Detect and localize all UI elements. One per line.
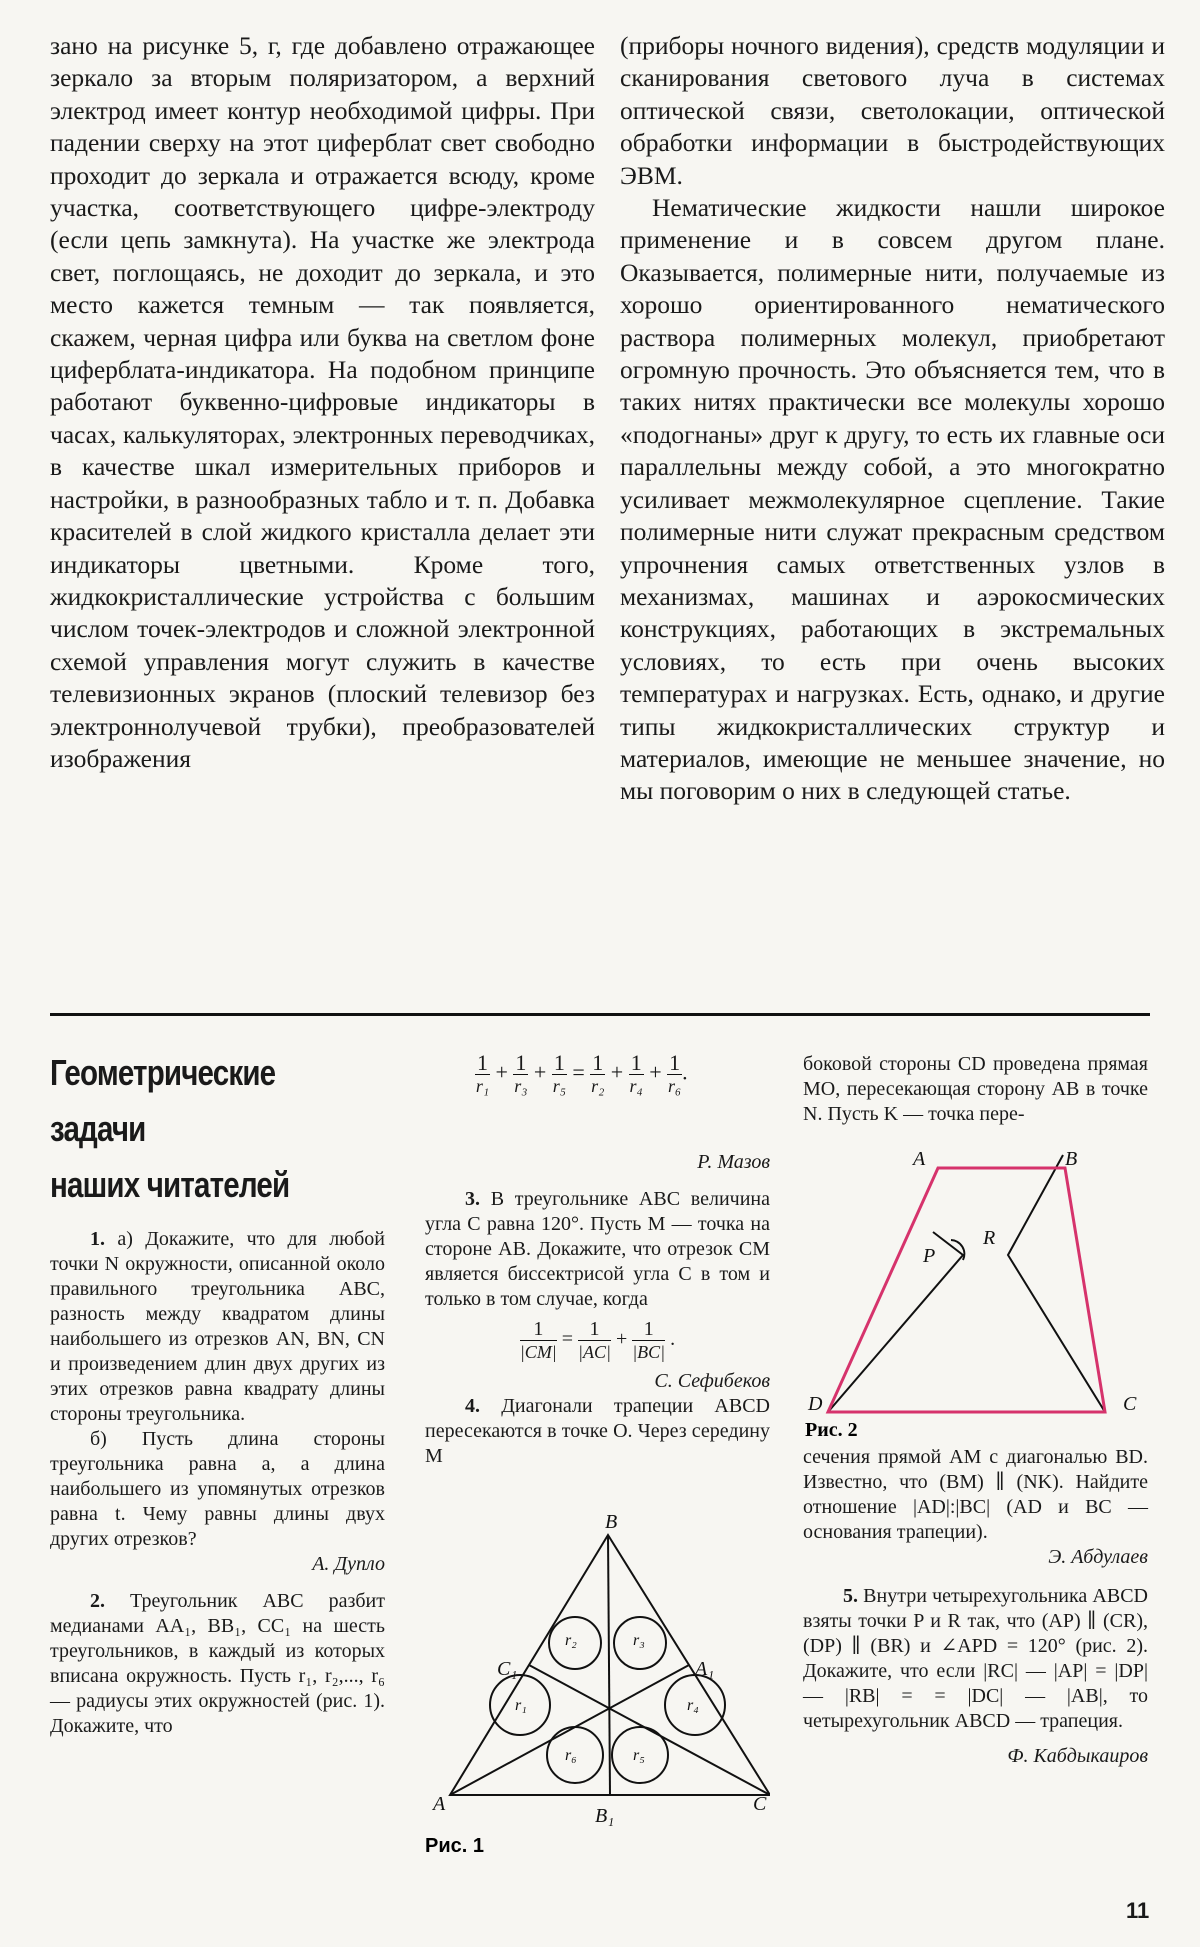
problem-number: 1. xyxy=(90,1228,105,1250)
problem-number: 3. xyxy=(465,1188,480,1210)
vertex-label: B₁ xyxy=(595,1805,615,1827)
radius-label: r₄ xyxy=(687,1697,699,1714)
problem-text: боковой стороны CD проведена прямая MO, пересекающая сторону AB в точке N. Пусть K — точка пере- xyxy=(803,1053,1148,1125)
point-label: P xyxy=(923,1245,936,1267)
problem-1 xyxy=(50,1227,385,1427)
radius-label: r₆ xyxy=(565,1747,577,1764)
vertex-label: C xyxy=(753,1793,767,1815)
article-paragraph: зано на рисунке 5, г, где добавлено отражающее зеркало за вторым поляризатором, а верхний электрод имеет контур необходимой цифры. При падении сверху на этот циферблат свет свободно проходит до зеркала и отражается всюду, кроме участка, соответствующего цифре-электроду (если цепь замкнута). На участке же электрода свет, поглощаясь, не доходит до зеркала, и это место кажется темным — так появляется, скажем, черная цифра или буква на светлом фоне циферблата-индикатора. На подобном принципе работают буквенно-цифровые индикаторы в часах, калькуляторах, электронных переводчиках, в качестве шкал измерительных приборов и настройки, в разнообразных табло и т. п. Добавка красителей в слой жидкого кристалла делает эти индикаторы цветными. Кроме того, жидкокристаллические устройства с большим числом точек-электродов и сложной электронной схемой управления могут служить в качестве телевизионных экранов (плоский телевизор без электроннолучевой трубки), преобразователей изображения xyxy=(50,31,595,773)
radius-label: r₁ xyxy=(515,1697,527,1714)
vertex-label: C₁ xyxy=(497,1658,518,1680)
radius-label: r₅ xyxy=(633,1747,645,1764)
problem-number: 5. xyxy=(843,1585,858,1607)
figure-caption: Рис. 2 xyxy=(805,1419,858,1440)
vertex-label: B xyxy=(1065,1150,1078,1170)
article-left-column xyxy=(50,30,595,775)
formula-term: r₂ xyxy=(591,1076,605,1096)
figure-1 xyxy=(425,1510,770,1870)
problem-number: 4. xyxy=(465,1395,480,1417)
problem-text: Треугольник ABC разбит медианами AA₁, BB₁, CC₁ на шесть треугольников, в каждый из которых вписана окружность. Пусть r₁, r₂,..., r₆ — радиусы этих окружностей (рис. 1). Докажите, что xyxy=(50,1590,385,1737)
problem-author: А. Дупло xyxy=(312,1553,385,1575)
problem-text: В треугольнике ABC величина угла C равна 120°. Пусть M — точка на стороне AB. Докажите, что отрезок CM является биссектрисой угла C в том и только в том случае, когда xyxy=(425,1188,771,1310)
problem-author: Ф. Кабдыкаиров xyxy=(1007,1745,1148,1767)
problem-author: Э. Абдулаев xyxy=(1048,1546,1148,1568)
problems-column-3 xyxy=(803,1052,1148,1127)
problems-column-3-continued xyxy=(803,1445,1148,1769)
figure-2 xyxy=(803,1150,1148,1440)
problem-number: 2. xyxy=(90,1590,105,1612)
problem-4 xyxy=(425,1394,770,1469)
problems-column-1 xyxy=(50,1227,385,1739)
problem-5 xyxy=(803,1584,1148,1734)
formula-term: r₅ xyxy=(552,1076,566,1096)
vertex-label: B xyxy=(605,1511,618,1533)
problem-author: Р. Мазов xyxy=(697,1151,770,1173)
vertex-label: D xyxy=(808,1393,823,1415)
formula-term: r₃ xyxy=(514,1076,528,1096)
problem-text: Внутри четырехугольника ABCD взяты точки P и R так, что (AP) ∥ (CR), (DP) ∥ (BR) и ∠APD = 120° (рис. 2). Докажите, что если |RC| — |AP| = |DP| — |RB| = = |DC| — |AB|, то четырехугольник ABCD — трапеция. xyxy=(803,1585,1148,1732)
problems-column-2 xyxy=(425,1150,770,1469)
section-title xyxy=(50,1045,329,1213)
formula-term: r₆ xyxy=(667,1076,682,1096)
formula-term: r₄ xyxy=(629,1076,643,1096)
vertex-label: A₁ xyxy=(695,1658,715,1680)
problem-3-formula: $\frac{1}{|CM|}$ = $\frac{1}{|AC|}$ + $\frac{1}{|BC|}$ . xyxy=(519,1318,676,1362)
problem-text: б) Пусть длина стороны треугольника равна a, а длина наибольшего из упомянутых отрезков равна t. Чему равны длины двух других отрезков? xyxy=(50,1428,385,1550)
problem-author: С. Сефибеков xyxy=(654,1370,770,1392)
formula-term: r₁ xyxy=(475,1076,490,1096)
figure-caption: Рис. 1 xyxy=(425,1835,484,1857)
vertex-label: C xyxy=(1123,1393,1137,1415)
problem-text: сечения прямой AM с диагональю BD. Известно, что (BM) ∥ (NK). Найдите отношение |AD|:|BC| (AD и BC — основания трапеции). xyxy=(803,1446,1148,1543)
article-paragraph: (приборы ночного видения), средств модуляции и сканирования светового луча в системах оптической связи, светолокации, оптической обработки информации в быстродействующих ЭВМ. xyxy=(620,31,1165,190)
point-label: R xyxy=(983,1227,996,1249)
vertex-label: A xyxy=(433,1793,446,1815)
article-paragraph: Нематические жидкости нашли широкое применение и в совсем другом плане. Оказывается, полимерные нити, получаемые из хорошо ориентированного нематического раствора полимерных молекул, приобретают огромную прочность. Это объясняется тем, что в таких нитях практически все молекулы хорошо «подогнаны» друг к другу, то есть их главные оси параллельны между собой, а это многократно усиливает межмолекулярное сцепление. Такие полимерные нити служат прекрасным средством упрочнения самых ответственных узлов в механизмах, машинах и аэрокосмических конструкциях, работающих в экстремальных условиях, то есть при очень высоких температурах и нагрузках. Есть, однако, и другие типы жидкокристаллических структур и материалов, имеющие не меньшее значение, но мы поговорим о них в следующей статье. xyxy=(620,193,1165,806)
vertex-label: A xyxy=(913,1150,926,1170)
problem-text: Диагонали трапеции ABCD пересекаются в точке O. Через середину M xyxy=(425,1395,770,1467)
problem-2-formula: $\frac{1}{\text{r₁}}$ + $\frac{1}{\text{r₃}}$ + $\frac{1}{\text{r₅}}$ = $\frac{1}{\text{r₂}}$ + $\frac{1}{\text{r₄}}$ + $\frac{1}{\text{r₆}}$ . xyxy=(475,1050,688,1096)
problem-text: а) Докажите, что для любой точки N окружности, описанной около правильного треугольника ABC, разность между квадратом длины наибольшего из отрезков AN, BN, CN и произведением длин двух других из этих отрезков равна квадрату длины стороны треугольника. xyxy=(50,1228,385,1425)
problem-2 xyxy=(50,1589,385,1739)
page-number: 11 xyxy=(1126,1898,1150,1923)
section-title-line: задачи xyxy=(50,1108,146,1149)
problem-3 xyxy=(425,1187,770,1312)
radius-label: r₃ xyxy=(633,1632,645,1649)
section-divider xyxy=(50,1013,1150,1016)
article-right-column xyxy=(620,30,1165,808)
section-title-line: наших читателей xyxy=(50,1164,290,1205)
section-title-line: Геометрические xyxy=(50,1052,276,1093)
radius-label: r₂ xyxy=(565,1632,577,1649)
